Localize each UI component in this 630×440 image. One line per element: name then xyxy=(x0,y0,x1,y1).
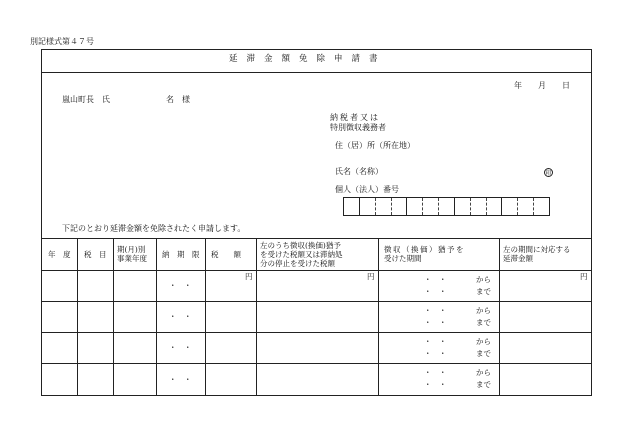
deferral-to-label: まで xyxy=(476,318,491,327)
header-of-which-2: を受けた税額又は滞納処 xyxy=(260,250,343,259)
id-number-input[interactable] xyxy=(343,197,550,216)
id-digit-cell xyxy=(439,198,455,215)
header-year: 年 度 xyxy=(48,250,71,259)
header-exempt-1: 左の期間に対応する xyxy=(503,245,571,254)
table-top-line xyxy=(41,238,592,239)
address-label: 住（居）所（所在地） xyxy=(335,141,415,150)
name-label: 氏名（名称） xyxy=(335,167,383,176)
table-col-line xyxy=(77,238,78,396)
deferral-to-date[interactable]: ・ ・ xyxy=(424,287,447,296)
deferral-from-date[interactable]: ・ ・ xyxy=(424,306,447,315)
header-tax-amount: 税 額 xyxy=(211,250,241,259)
id-digit-cell xyxy=(344,198,360,215)
taxpayer-label: 納税者又は xyxy=(330,113,380,122)
yen-unit: 円 xyxy=(245,272,253,281)
table-col-line xyxy=(113,238,114,396)
due-date-cell[interactable]: ・ ・ xyxy=(169,312,192,321)
table-col-line xyxy=(156,238,157,396)
table-row-line xyxy=(41,301,592,302)
deferral-to-label: まで xyxy=(476,349,491,358)
deferral-from-label: から xyxy=(476,368,491,377)
id-digit-cell xyxy=(360,198,376,215)
table-row-line xyxy=(41,332,592,333)
id-digit-cell xyxy=(423,198,439,215)
header-deferral-2: 受けた期間 xyxy=(384,254,422,263)
seal-mark: 印 xyxy=(545,170,552,177)
deferral-from-label: から xyxy=(476,275,491,284)
id-digit-cell xyxy=(471,198,487,215)
deferral-to-date[interactable]: ・ ・ xyxy=(424,380,447,389)
deferral-from-date[interactable]: ・ ・ xyxy=(424,275,447,284)
id-digit-cell xyxy=(407,198,423,215)
id-number-label: 個人（法人）番号 xyxy=(335,185,399,194)
request-text: 下記のとおり延滞金額を免除されたく申請します。 xyxy=(62,224,246,233)
id-digit-cell xyxy=(502,198,518,215)
header-due-date: 納 期 限 xyxy=(162,250,200,259)
due-date-cell[interactable]: ・ ・ xyxy=(169,281,192,290)
id-digit-cell xyxy=(518,198,534,215)
deferral-from-label: から xyxy=(476,337,491,346)
title-divider xyxy=(41,72,592,73)
deferral-to-date[interactable]: ・ ・ xyxy=(424,349,447,358)
deferral-from-label: から xyxy=(476,306,491,315)
id-digit-cell xyxy=(534,198,549,215)
header-deferral-1: 徴収（換価）猶予を xyxy=(384,245,465,254)
date-field[interactable]: 年 月 日 xyxy=(514,81,570,90)
deferral-to-label: まで xyxy=(476,380,491,389)
header-of-which-1: 左のうち徴収(換価)猶予 xyxy=(260,241,341,250)
table-col-line xyxy=(378,238,379,396)
deferral-to-date[interactable]: ・ ・ xyxy=(424,318,447,327)
header-period-1: 期(月)別 xyxy=(117,245,146,254)
deferral-from-date[interactable]: ・ ・ xyxy=(424,368,447,377)
deferral-to-label: まで xyxy=(476,287,491,296)
id-digit-cell xyxy=(455,198,471,215)
yen-unit: 円 xyxy=(580,272,588,281)
id-digit-cell xyxy=(376,198,392,215)
id-digit-cell xyxy=(487,198,503,215)
table-col-line xyxy=(205,238,206,396)
id-digit-cell xyxy=(392,198,408,215)
addressee: 嵐山町長 氏 名 様 xyxy=(62,95,190,104)
form-id: 別記様式第４７号 xyxy=(30,37,94,46)
collector-label: 特別徴収義務者 xyxy=(330,123,386,132)
due-date-cell[interactable]: ・ ・ xyxy=(169,375,192,384)
yen-unit: 円 xyxy=(367,272,375,281)
table-col-line xyxy=(499,238,500,396)
page-title: 延滞金額免除申請書 xyxy=(229,54,387,64)
header-of-which-3: 分の停止を受けた税額 xyxy=(260,259,335,268)
header-exempt-2: 延滞金額 xyxy=(503,254,533,263)
header-tax-item: 税 目 xyxy=(84,250,107,259)
table-header-line xyxy=(41,270,592,271)
header-period-2: 事業年度 xyxy=(117,254,147,263)
due-date-cell[interactable]: ・ ・ xyxy=(169,343,192,352)
deferral-from-date[interactable]: ・ ・ xyxy=(424,337,447,346)
table-col-line xyxy=(256,238,257,396)
table-row-line xyxy=(41,363,592,364)
